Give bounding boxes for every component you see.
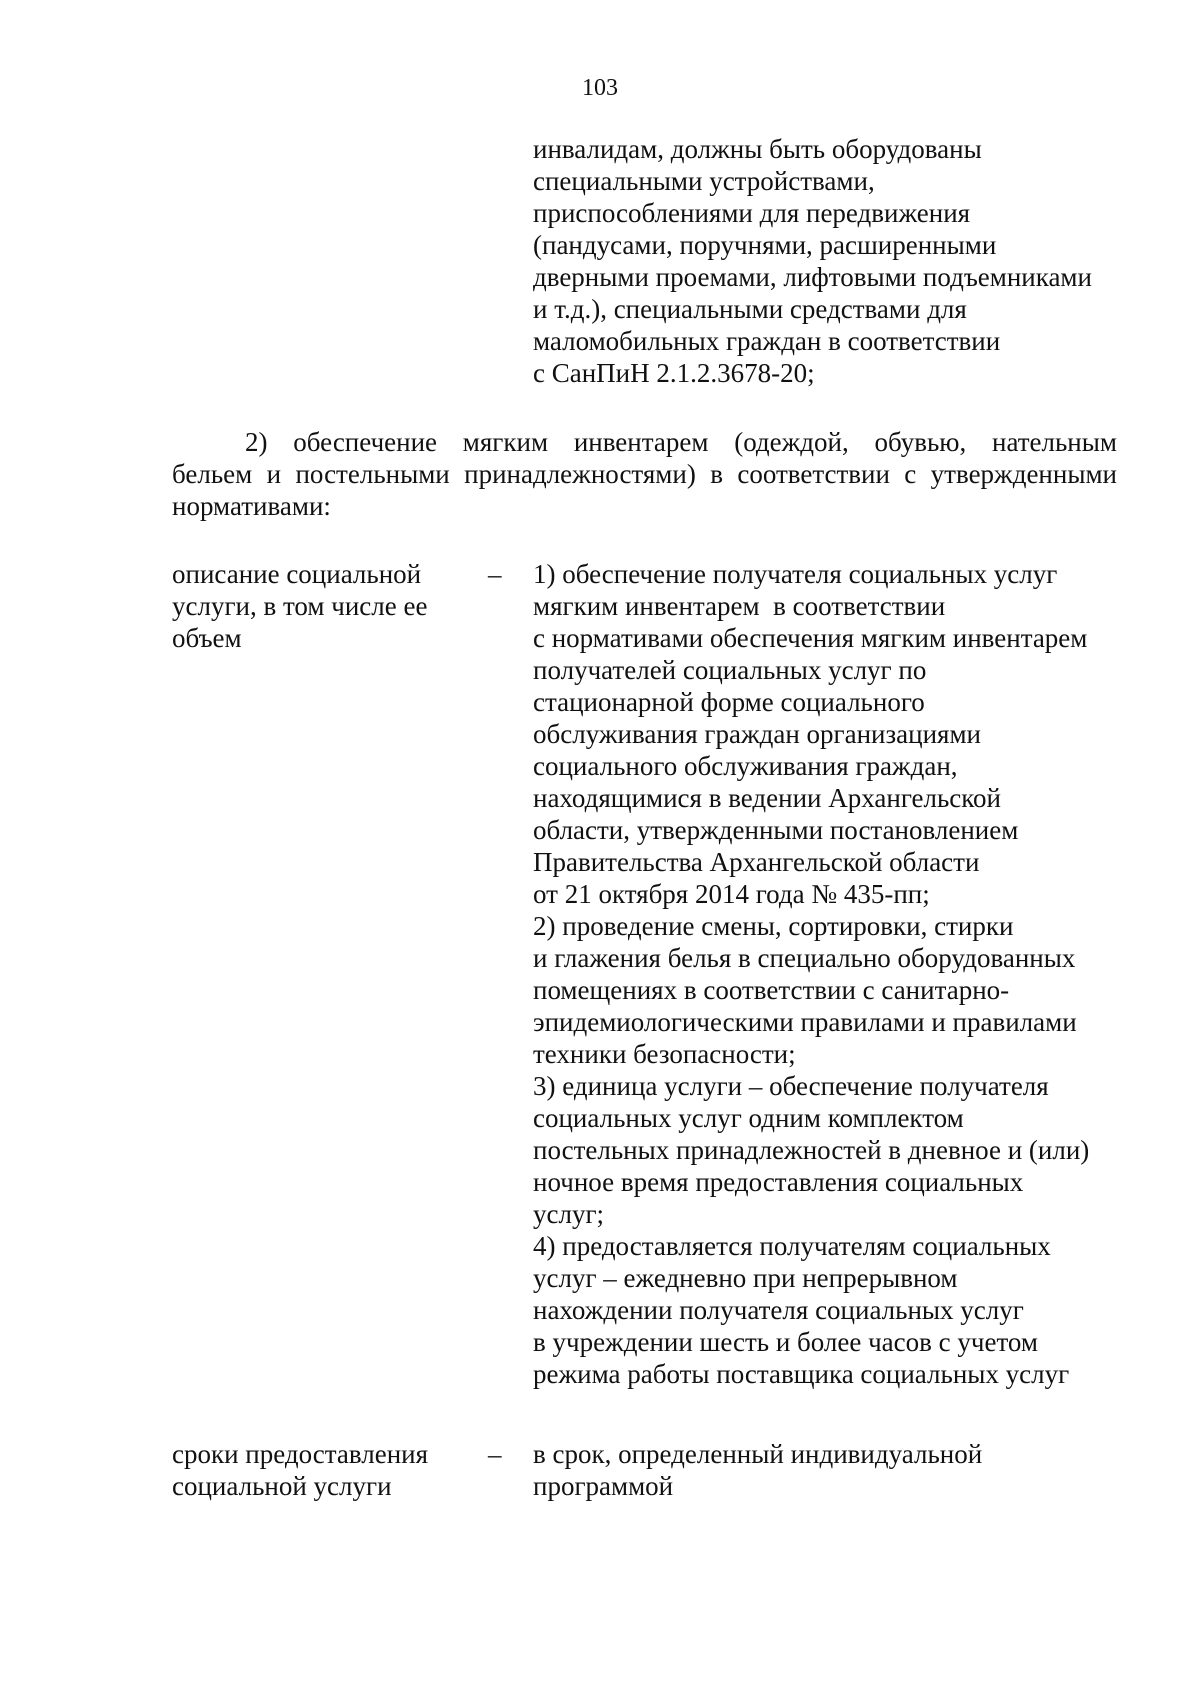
text-line: социальных услуг одним комплектом	[533, 1103, 964, 1133]
text-line: услуг;	[533, 1199, 605, 1229]
text-line: объем	[172, 623, 242, 653]
dash-separator: –	[488, 559, 502, 589]
text-line: дверными проемами, лифтовыми подъемниками	[533, 262, 1092, 292]
text-line: с СанПиН 2.1.2.3678-20;	[533, 358, 815, 388]
text-line: 1) обеспечение получателя социальных услуг	[533, 559, 1058, 589]
text-line: сроки предоставления	[172, 1439, 429, 1469]
text-line: (пандусами, поручнями, расширенными	[533, 230, 997, 260]
text-line: приспособлениями для передвижения	[533, 198, 971, 228]
text-line: социального обслуживания граждан,	[533, 751, 958, 781]
text-line: бельем и постельными принадлежностями) в соответствии с утвержденными	[172, 459, 1117, 489]
text-line: специальными устройствами,	[533, 166, 875, 196]
text-line: Правительства Архангельской области	[533, 847, 980, 877]
text-line: 3) единица услуги – обеспечение получателя	[533, 1071, 1049, 1101]
numbered-paragraph	[172, 426, 1117, 522]
dash-separator: –	[488, 1439, 502, 1469]
text-line: нахождении получателя социальных услуг	[533, 1295, 1024, 1325]
text-line: и глажения белья в специально оборудованных	[533, 943, 1076, 973]
text-line: в учреждении шесть и более часов с учетом	[533, 1327, 1038, 1357]
text-line: описание социальной	[172, 559, 422, 589]
text-line: стационарной форме социального	[533, 687, 925, 717]
text-line: в срок, определенный индивидуальной	[533, 1439, 983, 1469]
text-line: маломобильных граждан в соответствии	[533, 326, 1001, 356]
text-line: 2) проведение смены, сортировки, стирки	[533, 911, 1014, 941]
text-line: инвалидам, должны быть оборудованы	[533, 134, 982, 164]
text-line: с нормативами обеспечения мягким инвентарем	[533, 623, 1088, 653]
row-value	[533, 1438, 982, 1502]
row-label	[172, 1438, 428, 1502]
text-line: режима работы поставщика социальных услуг	[533, 1359, 1070, 1389]
text-line: мягким инвентарем в соответствии	[533, 591, 946, 621]
row-label	[172, 558, 427, 654]
text-line: программой	[533, 1471, 674, 1501]
text-line: постельных принадлежностей в дневное и (или)	[533, 1135, 1090, 1165]
page-number: 103	[582, 75, 618, 101]
text-line: обслуживания граждан организациями	[533, 719, 981, 749]
text-line: социальной услуги	[172, 1471, 392, 1501]
text-line: нормативами:	[172, 491, 331, 521]
text-line: 2) обеспечение мягким инвентарем (одеждой, обувью, нательным	[245, 427, 1117, 457]
text-line: от 21 октября 2014 года № 435-пп;	[533, 879, 930, 909]
text-line: ночное время предоставления социальных	[533, 1167, 1024, 1197]
text-line: получателей социальных услуг по	[533, 655, 927, 685]
text-line: техники безопасности;	[533, 1039, 796, 1069]
continuation-text	[533, 133, 1092, 389]
text-line: находящимися в ведении Архангельской	[533, 783, 1001, 813]
row-value	[533, 558, 1089, 1390]
text-line: услуги, в том числе ее	[172, 591, 428, 621]
text-line: помещениях в соответствии с санитарно-	[533, 975, 1010, 1005]
text-line: услуг – ежедневно при непрерывном	[533, 1263, 958, 1293]
text-line: и т.д.), специальными средствами для	[533, 294, 967, 324]
text-line: области, утвержденными постановлением	[533, 815, 1019, 845]
text-line: эпидемиологическими правилами и правилами	[533, 1007, 1077, 1037]
text-line: 4) предоставляется получателям социальных	[533, 1231, 1051, 1261]
